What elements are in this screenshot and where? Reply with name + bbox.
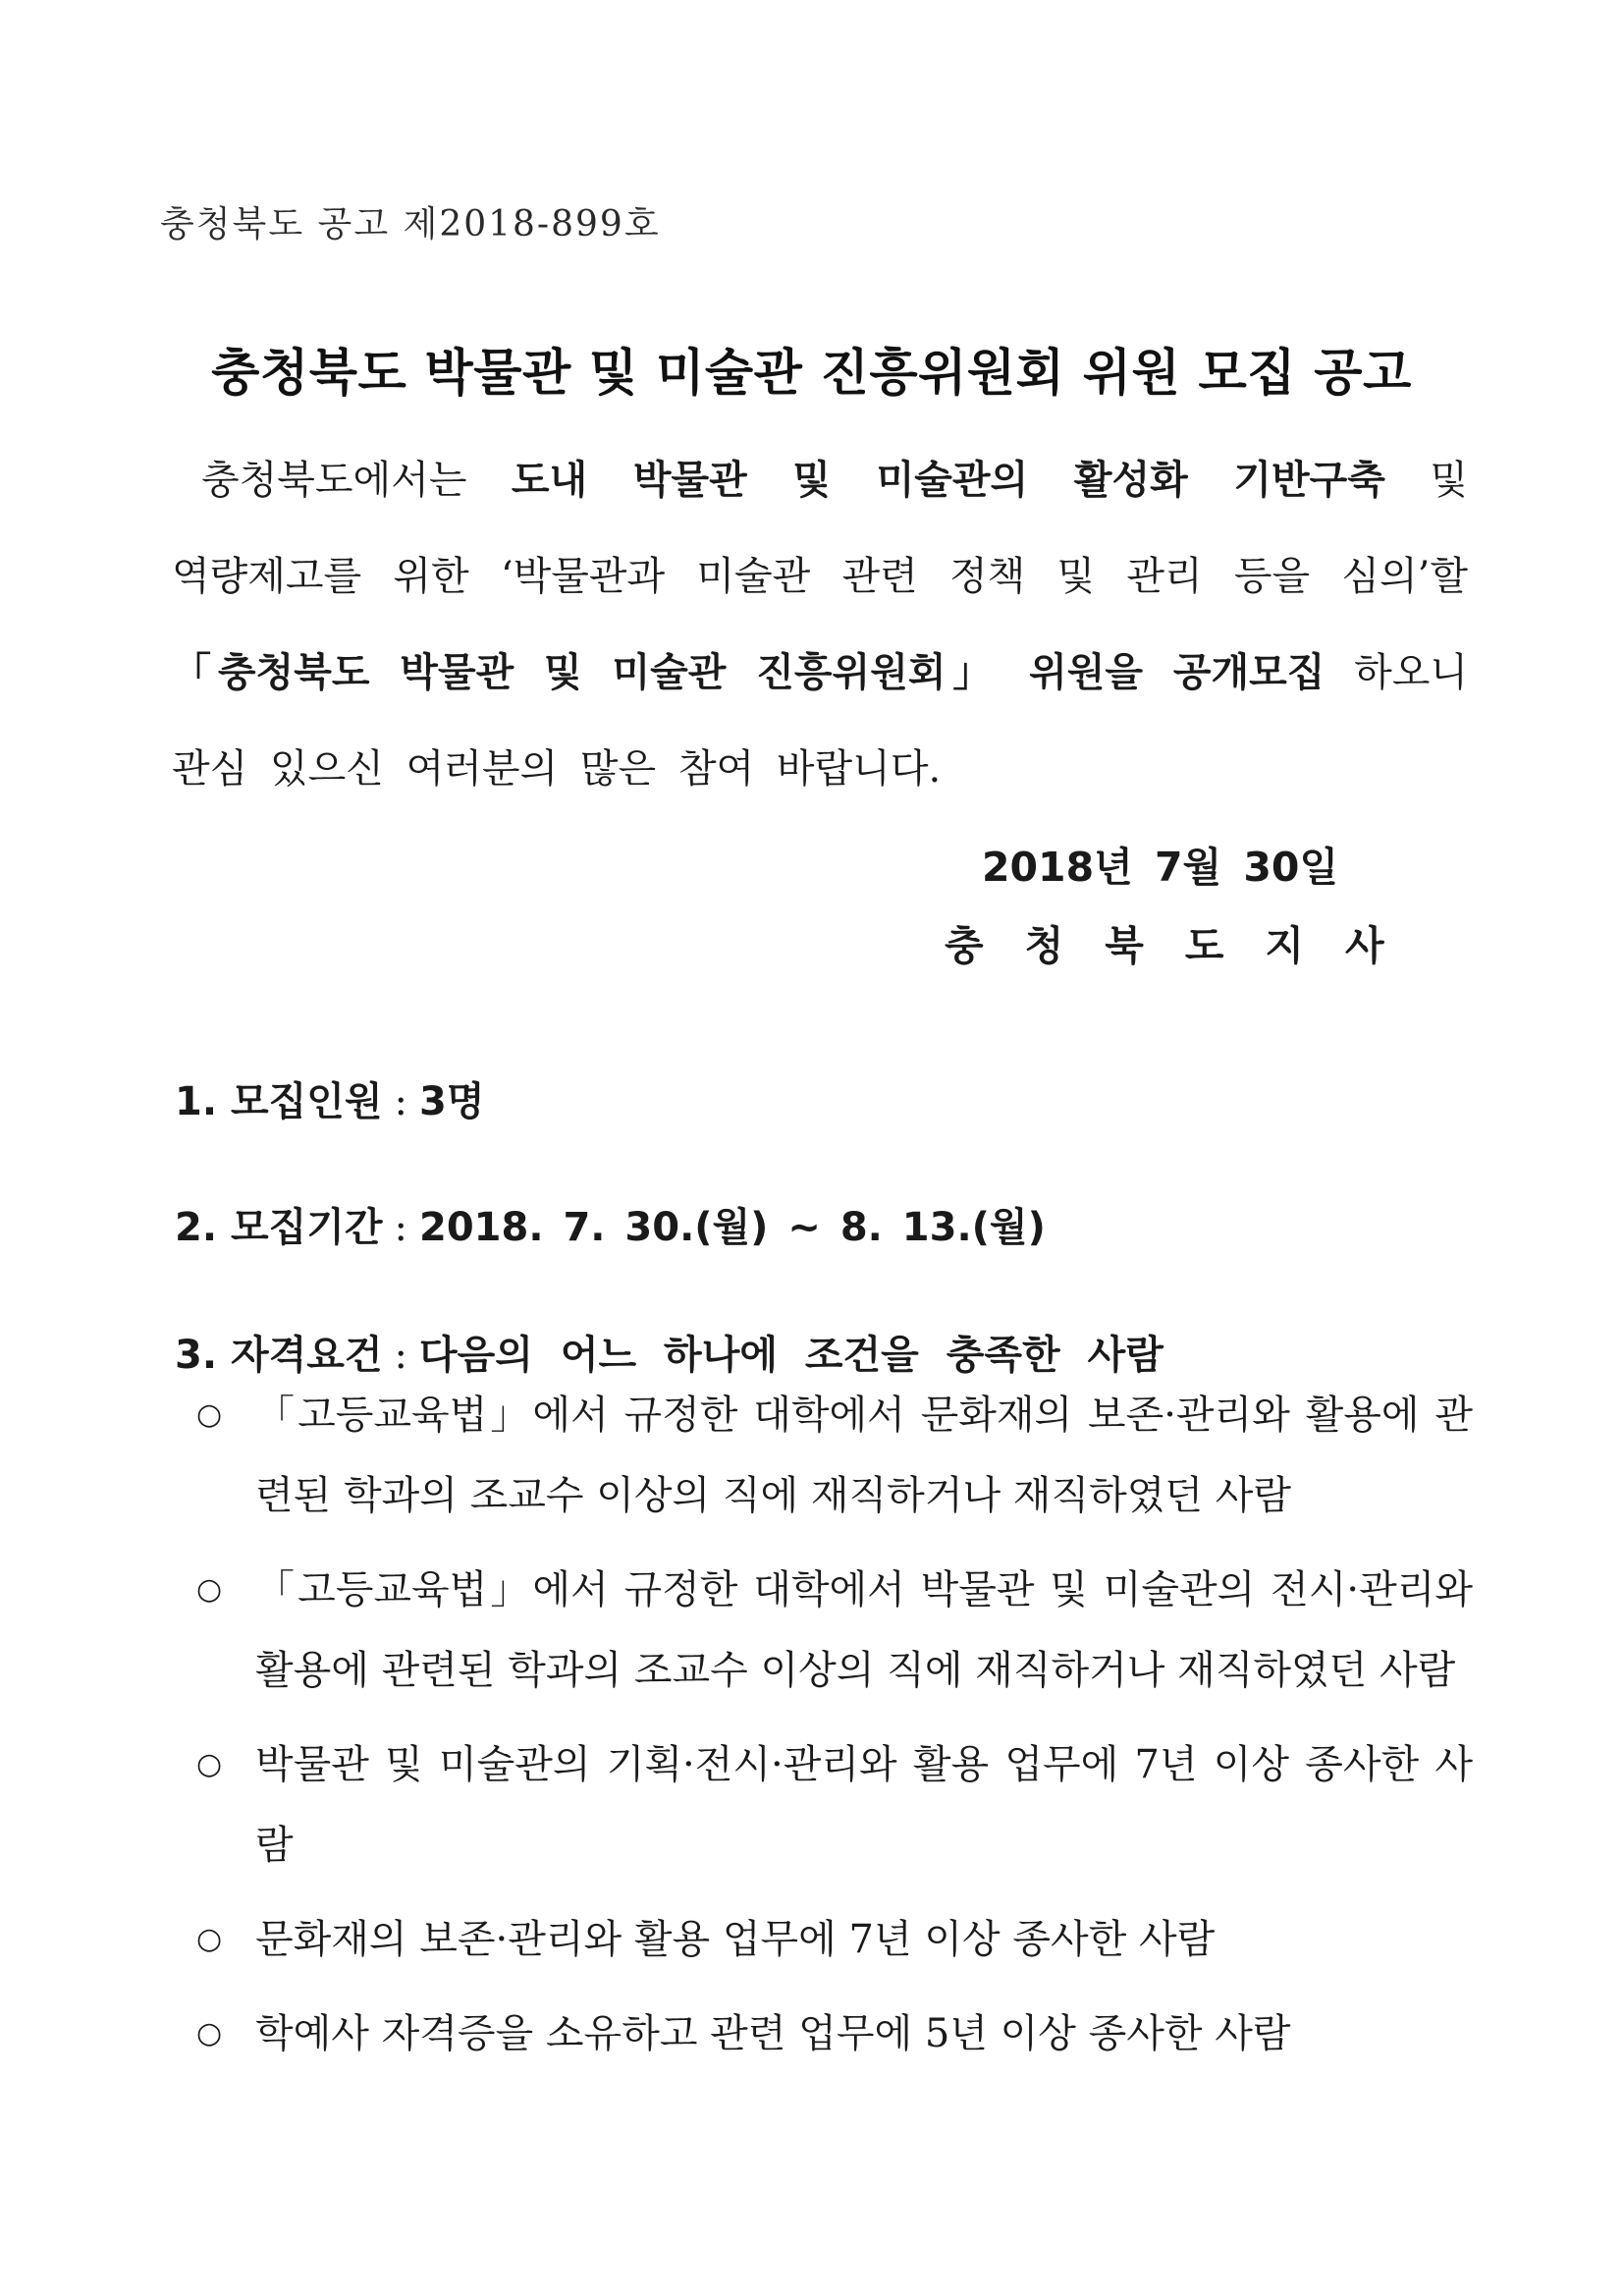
section-title: 2. 모집기간 — [175, 1205, 383, 1250]
notice-number: 충청북도 공고 제2018-899호 — [160, 204, 661, 245]
section-separator: : — [394, 1079, 407, 1124]
circle-bullet-icon: ○ — [196, 1747, 223, 1781]
intro-line-1 — [172, 432, 1468, 528]
list-item — [196, 1375, 1473, 1536]
list-item-text: 학예사 자격증을 소유하고 관련 업무에 5년 이상 종사한 사람 — [255, 2011, 1291, 2056]
intro-text: 및 — [1384, 458, 1468, 503]
list-item — [196, 1550, 1473, 1711]
section-value: 다음의 어느 하나에 조건을 충족한 사람 — [419, 1333, 1163, 1378]
list-item — [196, 1994, 1473, 2074]
notice-date: 2018년 7월 30일 — [982, 844, 1339, 891]
list-item-text: 문화재의 보존·관리와 활용 업무에 7년 이상 종사한 사람 — [255, 1917, 1216, 1962]
intro-text: 하오니 — [1325, 650, 1468, 695]
section-title: 1. 모집인원 — [175, 1079, 383, 1124]
section-value: 2018. 7. 30.(월) ~ 8. 13.(월) — [419, 1205, 1046, 1250]
intro-line-3 — [172, 625, 1468, 721]
list-item-text: 박물관 및 미술관의 기획·전시·관리와 활용 업무에 7년 이상 종사한 사람 — [255, 1742, 1473, 1868]
intro-emphasis: 도내 박물관 및 미술관의 활성화 기반구축 — [511, 458, 1385, 503]
document-title: 충청북도 박물관 및 미술관 진흥위원회 위원 모집 공고 — [211, 345, 1412, 403]
circle-bullet-icon: ○ — [196, 2016, 223, 2050]
section-value: 3명 — [419, 1079, 485, 1124]
section-separator: : — [394, 1205, 407, 1250]
section-recruit-period — [175, 1196, 1046, 1252]
intro-line-4: 관심 있으신 여러분의 많은 참여 바랍니다. — [172, 746, 942, 792]
circle-bullet-icon: ○ — [196, 1922, 223, 1956]
circle-bullet-icon: ○ — [196, 1572, 223, 1607]
intro-paragraph — [172, 432, 1468, 817]
section-separator: : — [394, 1333, 407, 1378]
section-title: 3. 자격요건 — [175, 1333, 383, 1378]
circle-bullet-icon: ○ — [196, 1397, 223, 1432]
qualification-list — [196, 1375, 1473, 2088]
intro-line-2: 역량제고를 위한 ‘박물관과 미술관 관련 정책 및 관리 등을 심의’할 — [172, 554, 1468, 599]
list-item-text: 「고등교육법」에서 규정한 대학에서 박물관 및 미술관의 전시·관리와 활용에 관련된 학과의 조교수 이상의 직에 재직하거나 재직하였던 사람 — [255, 1567, 1473, 1693]
issuer-name: 충청북도지사 — [945, 922, 1426, 969]
section-qualifications — [175, 1324, 1163, 1380]
list-item — [196, 1899, 1473, 1980]
intro-emphasis: 「충청북도 박물관 및 미술관 진흥위원회」 위원을 공개모집 — [172, 650, 1325, 695]
list-item — [196, 1724, 1473, 1886]
intro-text: 충청북도에서는 — [201, 458, 512, 503]
section-recruit-count — [175, 1070, 484, 1126]
list-item-text: 「고등교육법」에서 규정한 대학에서 문화재의 보존·관리와 활용에 관련된 학과의 조교수 이상의 직에 재직하거나 재직하였던 사람 — [255, 1393, 1473, 1518]
